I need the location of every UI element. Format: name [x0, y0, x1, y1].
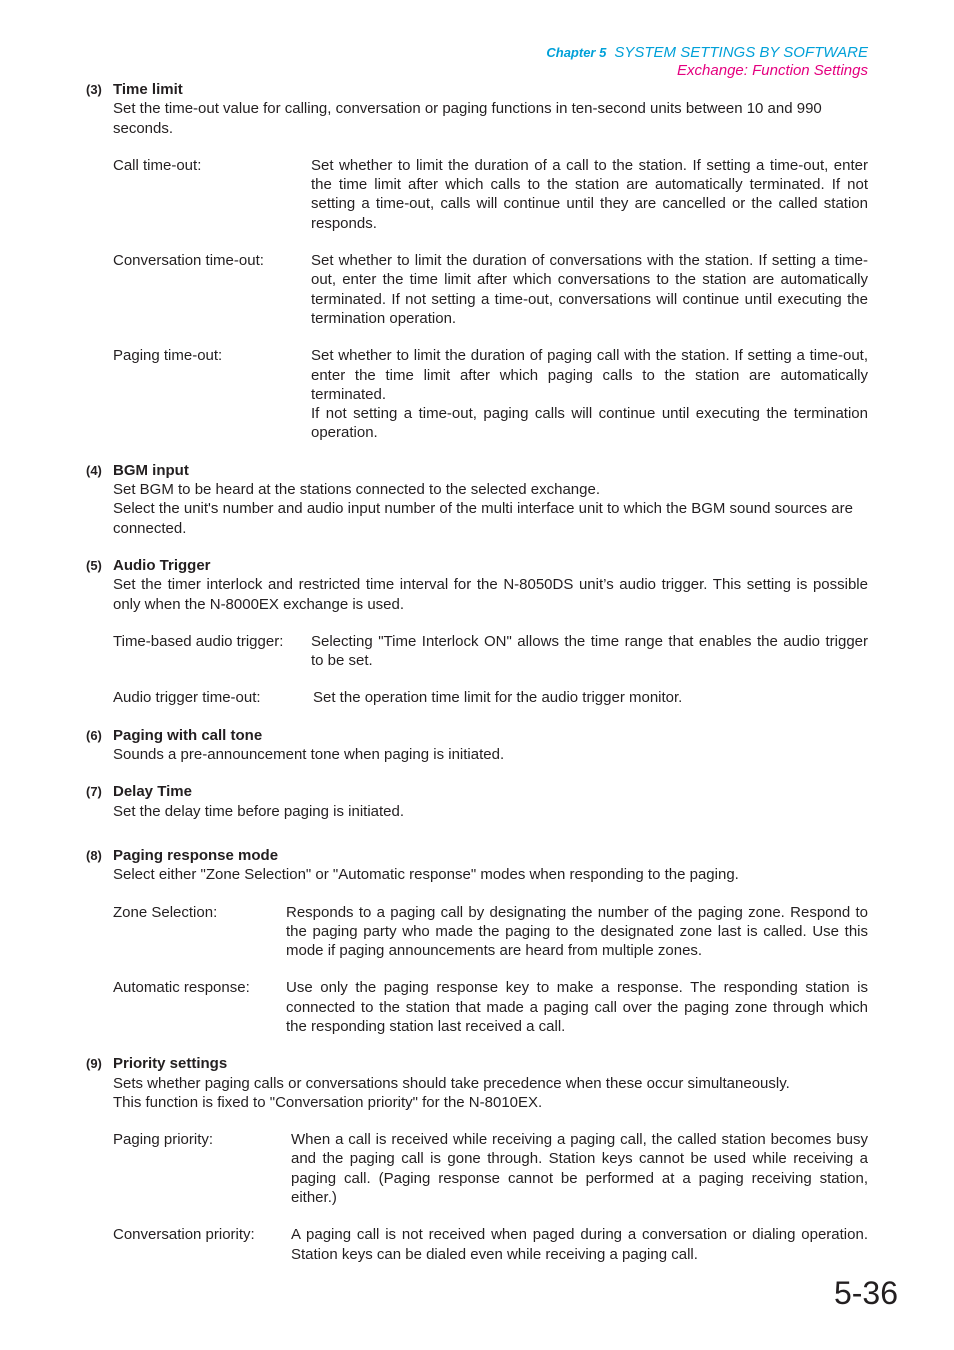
chapter-label: Chapter 5: [546, 45, 607, 60]
section-priority-settings: [86, 1054, 868, 1264]
section-paging-response-mode: [86, 846, 868, 1036]
section-number: (3): [86, 82, 102, 97]
definition-item: [113, 156, 868, 233]
section-subtitle: Exchange: Function Settings: [677, 62, 868, 79]
section-title: BGM input: [113, 461, 189, 479]
definition-desc: [291, 1225, 868, 1264]
definition-item: [113, 346, 868, 442]
section-number: (5): [86, 557, 102, 573]
desc-paragraph: Use only the paging response key to make a response. The responding station is connected to the station that made a paging call over the paging zone through which the responding station last received a call.: [286, 979, 868, 1035]
definition-term: Conversation time-out:: [113, 252, 264, 270]
section-title: Paging response mode: [113, 846, 279, 864]
definition-item: [113, 1225, 868, 1264]
definition-desc: [311, 688, 868, 707]
definition-item: [113, 903, 868, 961]
chapter-title: SYSTEM SETTINGS BY SOFTWARE: [614, 44, 868, 61]
section-number: (7): [86, 784, 102, 800]
section-heading: [86, 726, 868, 745]
definition-item: [113, 978, 868, 1036]
section-intro: [86, 480, 868, 538]
desc-paragraph: Responds to a paging call by designating the number of the paging zone. Respond to the paging party who made the paging to the designated zone last is called. Use this mode if paging announcements are heard from multiple zones.: [286, 903, 868, 960]
section-intro: Select either "Zone Selection" or "Automatic response" modes when responding to the paging.: [113, 866, 739, 884]
section-title: Priority settings: [113, 1055, 228, 1073]
section-intro: Set the time-out value for calling, conversation or paging functions in ten-second units between 10 and 990 seconds.: [113, 100, 822, 137]
intro-line: Set BGM to be heard at the stations connected to the selected exchange.: [113, 481, 600, 499]
section-intro: Set the timer interlock and restricted time interval for the N-8050DS unit’s audio trigger. This setting is possible only when the N-8000EX exchange is used.: [113, 576, 868, 613]
desc-paragraph: A paging call is not received when paged during a conversation or dialing operation. Station keys can be dialed even while receiving a paging call.: [291, 1226, 868, 1263]
definition-list: [86, 1130, 868, 1264]
section-number: (8): [86, 847, 102, 863]
document-body: [86, 80, 868, 1282]
definition-term: Audio trigger time-out:: [113, 689, 261, 707]
section-intro: Set the delay time before paging is initiated.: [113, 802, 405, 820]
section-heading: [86, 556, 868, 575]
definition-term: Paging priority:: [113, 1131, 214, 1149]
desc-paragraph: Set the operation time limit for the audio trigger monitor.: [313, 689, 683, 707]
definition-term: Zone Selection:: [113, 903, 218, 921]
section-number: (9): [86, 1056, 102, 1072]
definition-desc: [286, 978, 868, 1036]
intro-line: This function is fixed to "Conversation priority" for the N-8010EX.: [113, 1093, 543, 1111]
section-audio-trigger: [86, 556, 868, 708]
section-heading: [86, 1054, 868, 1073]
section-intro: Sounds a pre-announcement tone when paging is initiated.: [113, 746, 505, 764]
definition-item: [113, 632, 868, 671]
section-heading: [86, 782, 868, 801]
section-delay-time: [86, 782, 868, 821]
desc-paragraph: Set whether to limit the duration of paging call with the station. If setting a time-out, enter the time limit after which paging calls to the station are automatically terminated.: [311, 347, 868, 403]
definition-item: [113, 251, 868, 328]
intro-line: Select the unit's number and audio input number of the multi interface unit to which the BGM sound sources are connected.: [113, 500, 853, 537]
section-title: Audio Trigger: [113, 556, 211, 574]
definition-term: Automatic response:: [113, 979, 250, 997]
definition-desc: [286, 903, 868, 961]
definition-desc: [311, 346, 868, 442]
definition-term: Time-based audio trigger:: [113, 632, 284, 650]
section-title: Delay Time: [113, 783, 192, 801]
definition-item: [113, 1130, 868, 1207]
section-title: Paging with call tone: [113, 726, 263, 744]
desc-paragraph: Set whether to limit the duration of a call to the station. If setting a time-out, enter the time limit after which calls to the station are automatically terminated. If not setting a time-out, calls will continue until they are cancelled or the called station responds.: [311, 156, 868, 232]
desc-paragraph: When a call is received while receiving a paging call, the called station becomes busy and the paging call is gone through. Station keys cannot be used while receiving a paging call. (Paging response cannot be performed at a paging receiving station, either.): [291, 1131, 868, 1207]
definition-item: [113, 688, 868, 707]
intro-line: Sets whether paging calls or conversations should take precedence when these occur simultaneously.: [113, 1074, 790, 1092]
section-title: Time limit: [113, 81, 183, 98]
section-heading: [86, 80, 868, 99]
section-bgm-input: [86, 461, 868, 538]
section-time-limit: [86, 80, 868, 443]
section-intro: [86, 1074, 868, 1113]
definition-list: [86, 903, 868, 1037]
definition-desc: [311, 251, 868, 328]
desc-paragraph: If not setting a time-out, paging calls will continue until executing the termination operation.: [311, 405, 868, 442]
definition-term: Conversation priority:: [113, 1226, 255, 1244]
definition-term: Call time-out:: [113, 156, 202, 174]
definition-desc: [311, 632, 868, 671]
page-number: 5-36: [833, 1275, 898, 1311]
section-number: (6): [86, 727, 102, 743]
section-number: (4): [86, 462, 102, 478]
page-header: [546, 44, 868, 80]
desc-paragraph: Set whether to limit the duration of conversations with the station. If setting a time-out, enter the time limit after which conversations to the station are automatically terminated. If not setting a time-out, conversations will continue until executing the termination operation.: [311, 252, 868, 327]
definition-list: [86, 632, 868, 708]
section-paging-call-tone: [86, 726, 868, 765]
definition-term: Paging time-out:: [113, 347, 223, 365]
definition-desc: [291, 1130, 868, 1207]
section-heading: [86, 461, 868, 480]
desc-paragraph: Selecting "Time Interlock ON" allows the time range that enables the audio trigger to be set.: [311, 632, 868, 670]
section-heading: [86, 846, 868, 865]
definition-list: [86, 156, 868, 443]
definition-desc: [311, 156, 868, 233]
